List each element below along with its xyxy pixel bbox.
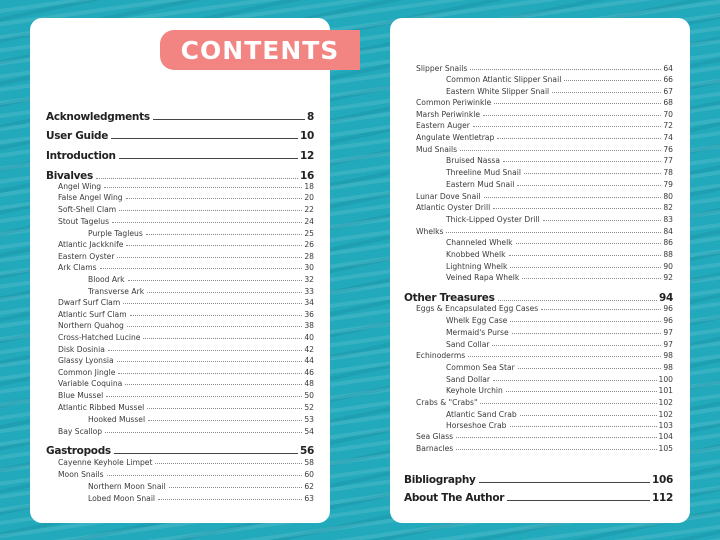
toc-entry-label: Echinoderms [416, 351, 466, 360]
toc-entry-label: Sand Collar [446, 340, 490, 349]
toc-entry [46, 130, 314, 142]
dot-leader [516, 243, 662, 244]
dot-leader [456, 437, 656, 438]
toc-entry-label: Angulate Wentletrap [416, 133, 495, 142]
toc-entry-label: Common Jingle [58, 368, 116, 377]
toc-entry-label: Glassy Lyonsia [58, 356, 114, 365]
toc-entry [416, 351, 673, 360]
toc-entry-page: 88 [663, 250, 673, 259]
dot-leader [148, 420, 302, 421]
dot-leader [126, 198, 303, 199]
toc-entry-page: 98 [663, 351, 673, 360]
toc-entry-page: 46 [304, 368, 314, 377]
dot-leader [146, 234, 303, 235]
dot-leader [118, 373, 302, 374]
toc-entry-label: Gastropods [46, 445, 111, 457]
dot-leader [155, 463, 302, 464]
toc-entry [58, 356, 314, 365]
toc-entry-label: Hooked Mussel [88, 415, 146, 424]
dot-leader [119, 210, 302, 211]
dot-leader [552, 92, 661, 93]
toc-entry-label: Eggs & Encapsulated Egg Cases [416, 304, 539, 313]
toc-entry-label: Atlantic Ribbed Mussel [58, 403, 145, 412]
toc-entry-label: Common Periwinkle [416, 98, 492, 107]
toc-entry-label: Eastern Mud Snail [446, 180, 515, 189]
toc-entry-page: 66 [663, 75, 673, 84]
toc-entry-label: Acknowledgments [46, 111, 150, 123]
toc-entry-label: Moon Snails [58, 470, 104, 479]
dot-leader [468, 356, 661, 357]
toc-entry-page: 79 [663, 180, 673, 189]
toc-entry-page: 12 [299, 150, 314, 162]
toc-entry-page: 70 [663, 110, 673, 119]
toc-entry [416, 98, 673, 107]
dot-leader [543, 220, 662, 221]
toc-entry [58, 368, 314, 377]
dot-leader [169, 487, 303, 488]
toc-entry [416, 203, 673, 212]
toc-entry-label: Blood Ark [88, 275, 125, 284]
dot-leader [123, 303, 302, 304]
toc-entry [416, 444, 673, 453]
toc-entry-page: 48 [304, 379, 314, 388]
dot-leader [507, 500, 650, 501]
toc-entry-page: 83 [663, 215, 673, 224]
toc-entry-label: Atlantic Sand Crab [446, 410, 517, 419]
toc-entry-label: Northern Moon Snail [88, 482, 166, 491]
dot-leader [112, 222, 302, 223]
toc-entry-page: 16 [299, 170, 314, 182]
toc-entry [446, 375, 673, 384]
toc-entry [416, 64, 673, 73]
toc-entry [416, 398, 673, 407]
toc-entry [58, 252, 314, 261]
dot-leader [125, 384, 302, 385]
toc-entry-label: Bruised Nassa [446, 156, 501, 165]
toc-entry-page: 64 [663, 64, 673, 73]
toc-entry [58, 205, 314, 214]
toc-entry-page: 82 [663, 203, 673, 212]
toc-entry [446, 316, 673, 325]
dot-leader [510, 321, 661, 322]
toc-entry-label: Slipper Snails [416, 64, 468, 73]
dot-leader [105, 432, 302, 433]
toc-entry [446, 215, 673, 224]
dot-leader [107, 475, 303, 476]
toc-entry-page: 53 [304, 415, 314, 424]
toc-entry [446, 250, 673, 259]
dot-leader [104, 187, 302, 188]
dot-leader [119, 158, 298, 159]
toc-entry [46, 150, 314, 162]
dot-leader [517, 185, 661, 186]
toc-entry-page: 68 [663, 98, 673, 107]
toc-entry [446, 238, 673, 247]
dot-leader [480, 403, 656, 404]
dot-leader [524, 173, 661, 174]
toc-entry-label: User Guide [46, 130, 109, 142]
toc-entry-page: 84 [663, 227, 673, 236]
toc-entry-page: 86 [663, 238, 673, 247]
dot-leader [509, 255, 662, 256]
toc-entry-label: Whelk Egg Case [446, 316, 508, 325]
toc-entry [416, 145, 673, 154]
dot-leader [520, 415, 657, 416]
toc-entry [46, 170, 314, 182]
toc-entry-page: 32 [304, 275, 314, 284]
toc-entry-page: 103 [658, 421, 673, 430]
dot-leader [522, 278, 661, 279]
toc-entry [88, 494, 314, 503]
toc-entry-page: 72 [663, 121, 673, 130]
dot-leader [510, 426, 657, 427]
dot-leader [460, 150, 661, 151]
toc-entry-label: False Angel Wing [58, 193, 123, 202]
toc-entry [88, 415, 314, 424]
toc-entry-label: Cross-Hatched Lucine [58, 333, 141, 342]
toc-entry-label: Blue Mussel [58, 391, 104, 400]
toc-entry-label: Northern Quahog [58, 321, 124, 330]
toc-entry-page: 76 [663, 145, 673, 154]
dot-leader [541, 309, 661, 310]
toc-entry-label: Angel Wing [58, 182, 102, 191]
toc-entry-label: Channeled Whelk [446, 238, 513, 247]
toc-entry [88, 287, 314, 296]
toc-entry [58, 403, 314, 412]
toc-entry [58, 217, 314, 226]
toc-entry-label: Crabs & "Crabs" [416, 398, 478, 407]
toc-entry [58, 182, 314, 191]
dot-leader [456, 449, 656, 450]
toc-entry-page: 92 [663, 273, 673, 282]
toc-entry [58, 391, 314, 400]
toc-entry-label: About The Author [404, 492, 505, 504]
toc-entry-label: Soft-Shell Clam [58, 205, 117, 214]
toc-entry [58, 379, 314, 388]
toc-entry-page: 101 [658, 386, 673, 395]
toc-entry-label: Other Treasures [404, 292, 495, 304]
toc-entry-page: 25 [304, 229, 314, 238]
toc-entry [416, 110, 673, 119]
toc-entry [416, 121, 673, 130]
toc-entry [46, 111, 314, 123]
toc-entry-page: 24 [304, 217, 314, 226]
toc-entry [446, 421, 673, 430]
toc-entry-label: Lunar Dove Snail [416, 192, 481, 201]
toc-entry-page: 97 [663, 340, 673, 349]
toc-entry-page: 90 [663, 262, 673, 271]
toc-entry-page: 102 [658, 398, 673, 407]
toc-entry-page: 34 [304, 298, 314, 307]
toc-entry-label: Disk Dosinia [58, 345, 105, 354]
toc-entry [446, 262, 673, 271]
dot-leader [111, 138, 298, 139]
toc-entry-page: 96 [663, 316, 673, 325]
contents-title: CONTENTS [160, 30, 360, 70]
toc-entry-label: Common Atlantic Slipper Snail [446, 75, 562, 84]
dot-leader [158, 499, 302, 500]
toc-entry [446, 363, 673, 372]
toc-entry [88, 229, 314, 238]
toc-entry-page: 105 [658, 444, 673, 453]
toc-entry-label: Introduction [46, 150, 116, 162]
toc-entry-label: Keyhole Urchin [446, 386, 503, 395]
toc-entry [58, 193, 314, 202]
toc-entry [88, 482, 314, 491]
toc-entry-page: 63 [304, 494, 314, 503]
dot-leader [503, 161, 661, 162]
toc-entry-label: Transverse Ark [88, 287, 145, 296]
toc-entry-label: Eastern Oyster [58, 252, 115, 261]
toc-entry-page: 97 [663, 328, 673, 337]
toc-entry [446, 156, 673, 165]
dot-leader [518, 368, 662, 369]
toc-entry-label: Lightning Whelk [446, 262, 508, 271]
toc-entry-page: 30 [304, 263, 314, 272]
toc-entry-page: 28 [304, 252, 314, 261]
toc-entry-label: Veined Rapa Whelk [446, 273, 520, 282]
toc-entry [58, 263, 314, 272]
toc-entry-label: Barnacles [416, 444, 454, 453]
toc-entry-page: 80 [663, 192, 673, 201]
toc-entry [416, 192, 673, 201]
toc-entry-page: 50 [304, 391, 314, 400]
toc-entry-label: Atlantic Jackknife [58, 240, 124, 249]
dot-leader [493, 380, 656, 381]
toc-entry [58, 427, 314, 436]
dot-leader [512, 333, 662, 334]
dot-leader [497, 138, 661, 139]
dot-leader [492, 345, 661, 346]
dot-leader [153, 119, 305, 120]
toc-entry [58, 298, 314, 307]
toc-entry [404, 292, 673, 304]
toc-entry [404, 492, 673, 504]
toc-entry-page: 96 [663, 304, 673, 313]
dot-leader [494, 103, 661, 104]
dot-leader [479, 482, 650, 483]
toc-entry [446, 386, 673, 395]
toc-entry-page: 20 [304, 193, 314, 202]
toc-entry-label: Eastern Auger [416, 121, 470, 130]
toc-entry [58, 345, 314, 354]
toc-entry [46, 445, 314, 457]
toc-entry-label: Sand Dollar [446, 375, 491, 384]
dot-leader [130, 315, 303, 316]
dot-leader [493, 208, 661, 209]
toc-entry-label: Mud Snails [416, 145, 458, 154]
toc-entry [416, 133, 673, 142]
toc-entry [416, 227, 673, 236]
toc-entry-page: 98 [663, 363, 673, 372]
dot-leader [96, 178, 298, 179]
dot-leader [510, 267, 661, 268]
dot-leader [117, 361, 303, 362]
toc-entry [446, 180, 673, 189]
toc-entry-label: Dwarf Surf Clam [58, 298, 121, 307]
toc-entry-page: 67 [663, 87, 673, 96]
dot-leader [470, 69, 661, 70]
toc-entry-label: Mermaid's Purse [446, 328, 509, 337]
toc-entry [58, 310, 314, 319]
toc-entry-page: 104 [658, 432, 673, 441]
toc-entry-page: 42 [304, 345, 314, 354]
dot-leader [564, 80, 661, 81]
toc-entry-page: 44 [304, 356, 314, 365]
toc-entry-page: 112 [651, 492, 673, 504]
toc-entry [88, 275, 314, 284]
toc-entry [446, 410, 673, 419]
toc-entry-label: Stout Tagelus [58, 217, 110, 226]
toc-entry [58, 470, 314, 479]
toc-entry [58, 240, 314, 249]
toc-entry [416, 304, 673, 313]
toc-entry-page: 74 [663, 133, 673, 142]
toc-entry-label: Marsh Periwinkle [416, 110, 481, 119]
toc-entry-label: Knobbed Whelk [446, 250, 506, 259]
dot-leader [126, 245, 302, 246]
toc-entry-page: 54 [304, 427, 314, 436]
toc-entry-page: 78 [663, 168, 673, 177]
toc-entry [446, 75, 673, 84]
toc-entry-label: Threeline Mud Snail [446, 168, 521, 177]
toc-entry-page: 33 [304, 287, 314, 296]
toc-entry-label: Atlantic Oyster Drill [416, 203, 491, 212]
dot-leader [147, 408, 302, 409]
dot-leader [143, 338, 302, 339]
toc-entry-label: Purple Tagleus [88, 229, 143, 238]
toc-entry [446, 87, 673, 96]
toc-entry-label: Cayenne Keyhole Limpet [58, 458, 153, 467]
toc-entry-page: 100 [658, 375, 673, 384]
toc-entry-page: 58 [304, 458, 314, 467]
dot-leader [446, 232, 661, 233]
dot-leader [117, 257, 302, 258]
toc-entry-page: 106 [651, 474, 673, 486]
toc-entry-page: 22 [304, 205, 314, 214]
dot-leader [483, 115, 661, 116]
toc-entry-label: Eastern White Slipper Snail [446, 87, 550, 96]
toc-entry-page: 60 [304, 470, 314, 479]
dot-leader [108, 350, 302, 351]
toc-entry-page: 102 [658, 410, 673, 419]
toc-entry-page: 26 [304, 240, 314, 249]
toc-entry-label: Sea Glass [416, 432, 454, 441]
dot-leader [506, 391, 657, 392]
dot-leader [114, 453, 298, 454]
dot-leader [127, 326, 302, 327]
toc-entry-page: 18 [304, 182, 314, 191]
toc-entry-label: Common Sea Star [446, 363, 515, 372]
toc-entry-page: 38 [304, 321, 314, 330]
toc-entry-page: 10 [299, 130, 314, 142]
toc-entry [446, 340, 673, 349]
dot-leader [128, 280, 303, 281]
dot-leader [106, 396, 302, 397]
toc-entry [446, 328, 673, 337]
toc-entry-label: Variable Coquina [58, 379, 123, 388]
toc-entry [416, 432, 673, 441]
toc-entry-page: 62 [304, 482, 314, 491]
toc-entry-label: Lobed Moon Snail [88, 494, 156, 503]
dot-leader [100, 268, 303, 269]
toc-entry-page: 94 [658, 292, 673, 304]
toc-entry-label: Bibliography [404, 474, 476, 486]
toc-entry-label: Thick-Lipped Oyster Drill [446, 215, 540, 224]
toc-entry-page: 8 [306, 111, 314, 123]
toc-entry-label: Horseshoe Crab [446, 421, 507, 430]
toc-entry-page: 36 [304, 310, 314, 319]
toc-entry-label: Atlantic Surf Clam [58, 310, 127, 319]
toc-entry-page: 40 [304, 333, 314, 342]
toc-entry-page: 77 [663, 156, 673, 165]
toc-entry [58, 458, 314, 467]
toc-entry-label: Whelks [416, 227, 444, 236]
toc-entry-page: 56 [299, 445, 314, 457]
toc-entry-label: Bay Scallop [58, 427, 103, 436]
toc-entry [404, 474, 673, 486]
toc-entry-page: 52 [304, 403, 314, 412]
dot-leader [498, 300, 657, 301]
dot-leader [473, 126, 661, 127]
toc-entry [446, 168, 673, 177]
dot-leader [484, 197, 662, 198]
toc-entry [446, 273, 673, 282]
toc-entry [58, 321, 314, 330]
toc-entry-label: Ark Clams [58, 263, 97, 272]
toc-entry [58, 333, 314, 342]
toc-entry-label: Bivalves [46, 170, 93, 182]
dot-leader [147, 292, 302, 293]
